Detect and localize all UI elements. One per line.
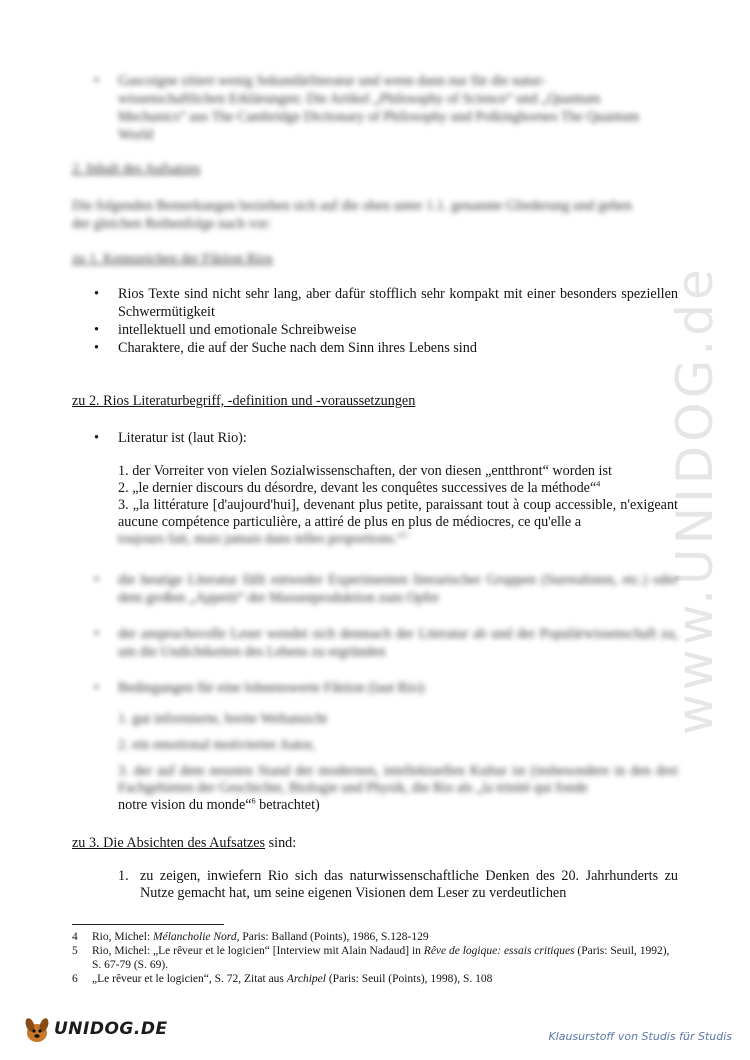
bullet-icon: • (94, 286, 99, 302)
fiction-features-list (94, 285, 678, 357)
bullet-icon: • (94, 340, 99, 356)
list-item (94, 285, 678, 321)
blurred-line: toujours fait, mais jamais dans telles proportions.“ (118, 531, 404, 547)
footnote-pre: „Le rêveur et le logicien“, S. 72, Zitat aus (92, 973, 287, 985)
blurred-line: die heutige Literatur fällt entweder Experimenten literarischer Gruppen (Surrealisten, etc.) oder dem großen „Appetit“ der Massenproduktion zum Opfer (118, 572, 678, 606)
point-2-text: 2. „le dernier discours du désordre, devant les conquêtes successives de la méthode“ (118, 480, 597, 496)
point-1: 1. der Vorreiter von vielen Sozialwissenschaften, der von diesen „entthront“ worden ist (118, 463, 612, 479)
point-2 (118, 480, 678, 497)
footnote-post: (Paris: Seuil, 1992), S. 67-79 (S. 69). (92, 945, 670, 971)
list-item (94, 625, 678, 661)
list-item-text: Rios Texte sind nicht sehr lang, aber dafür stofflich sehr kompakt mit einer besonders speziellen Schwermütigkeit (118, 286, 678, 320)
bullet-icon: • (94, 572, 99, 588)
footnote-title: Archipel (286, 973, 326, 985)
subheading-3-label: zu 3. Die Absichten des Aufsatzes (72, 835, 266, 851)
point-3-clear-end (118, 797, 678, 814)
point-3: 3. „la littérature [d'aujourd'hui], devenant plus petite, paraissant tout à coup accessible, n'exigeant aucune compétence particulière, a attiré de plus en plus de médiocres, ce qu'elle a (118, 497, 678, 530)
list-item (94, 571, 678, 607)
bullet-icon: • (94, 73, 99, 89)
blurred-intro-list (94, 72, 678, 144)
list-item (94, 321, 678, 339)
footnote-title: Mélancholie Nord, (153, 931, 240, 943)
blurred-line: der gleichen Reihenfolge nach vor: (72, 216, 272, 232)
footnote (72, 930, 678, 944)
blurred-point-2: 2. ein emotional motivierter Autor, (118, 737, 316, 753)
blurred-line: World (118, 127, 154, 143)
point-3-blurred (118, 531, 678, 548)
blurred-point-3: 3. der auf dem neusten Stand der modernen, intellektuellen Kultur ist (insbesondere in den drei Fachgebieten der Geschichte, Biologie und Physik, die Rio als „la trinité qui fonde (118, 763, 678, 796)
subheading-1: zu 1. Kennzeichen der Fiktion Rios (72, 251, 273, 267)
blurred-point-1: 1. gut informierte, breite Weltansicht (118, 711, 327, 727)
section-heading: 2. Inhalt des Aufsatzes (72, 161, 201, 177)
literature-points (118, 463, 678, 548)
blurred-line: wissenschaftlichen Erklärungen: Die Artikel „Philosophy of Science“ und „Quantum (118, 91, 601, 107)
footnote-number: 5 (72, 945, 78, 957)
footnote-ref: 4 (596, 479, 601, 489)
quote-text: notre vision du monde“ (118, 797, 252, 813)
list-item-text: intellektuell und emotionale Schreibweise (118, 322, 357, 338)
unidog-logo[interactable] (22, 1012, 168, 1046)
footer-tagline: Klausurstoff von Studis für Studis (548, 1030, 732, 1043)
footnote-ref: 5 (403, 530, 408, 540)
logo-text: UNIDOG.DE (54, 1019, 168, 1039)
numbered-item (118, 868, 678, 902)
item-number: 1. (118, 868, 129, 884)
footnote-ref: 6 (251, 796, 256, 806)
footnotes (72, 930, 678, 986)
blurred-line: Gascoigne zitiert wenig Sekundärliteratur und wenn dann nur für die natur- (118, 73, 546, 89)
bullet-icon: • (94, 322, 99, 338)
list-item-text: Charaktere, die auf der Suche nach dem Sinn ihres Lebens sind (118, 340, 477, 356)
list-item (94, 72, 678, 144)
footnote-text (92, 972, 678, 986)
blurred-list (94, 571, 678, 697)
list-item (94, 679, 678, 697)
bullet-icon: • (94, 626, 99, 642)
blurred-line: Bedingungen für eine lohnenswerte Fiktion (laut Rio): (118, 680, 427, 696)
footnote-pre: Rio, Michel: (92, 931, 154, 943)
footnote (72, 972, 678, 986)
watermark: www.UNIDOG.de (666, 265, 724, 735)
footnote-post: (Paris: Seuil (Points), 1998), S. 108 (325, 973, 493, 985)
dog-icon (22, 1014, 52, 1044)
subheading-3-suffix: sind: (265, 835, 297, 851)
footnote-text (92, 930, 678, 944)
blurred-line: Mechanics“ aus The Cambridge Dictionary of Philosophy und Polkinghornes The Quantum (118, 109, 640, 125)
footnote-text (92, 944, 678, 972)
footnote-number: 4 (72, 931, 78, 943)
literature-list (94, 429, 678, 447)
list-item (94, 429, 678, 447)
blurred-paragraph (72, 197, 678, 233)
subheading-3 (72, 834, 678, 852)
footnote-title: Rêve de logique: essais critiques (423, 945, 575, 957)
footnote-divider (72, 924, 224, 925)
footnote-pre: Rio, Michel: „Le rêveur et le logicien“ [Interview mit Alain Nadaud] in (92, 945, 424, 957)
bullet-icon: • (94, 430, 99, 446)
footnote-post: Paris: Balland (Points), 1986, S.128-129 (239, 931, 429, 943)
bullet-icon: • (94, 680, 99, 696)
list-item-text: Literatur ist (laut Rio): (118, 430, 247, 446)
list-item (94, 339, 678, 357)
subheading-2: zu 2. Rios Literaturbegriff, -definition und -voraussetzungen (72, 393, 416, 409)
blurred-line: Die folgenden Bemerkungen beziehen sich auf die oben unter 1.1. genannte Gliederung und gehen (72, 198, 632, 214)
item-text: zu zeigen, inwiefern Rio sich das naturwissenschaftliche Denken des 20. Jahrhunderts zu Nutze gemacht hat, um seine eigenen Visionen dem Leser zu verdeutlichen (140, 868, 678, 901)
quote-end-text: betrachtet) (255, 797, 320, 813)
footnote (72, 944, 678, 972)
footnote-number: 6 (72, 973, 78, 985)
blurred-line: der anspruchsvolle Leser wendet sich demnach der Literatur ab und der Populärwissenschaft zu, um die Undichtkeiten des Lebens zu ergründen (118, 626, 678, 660)
